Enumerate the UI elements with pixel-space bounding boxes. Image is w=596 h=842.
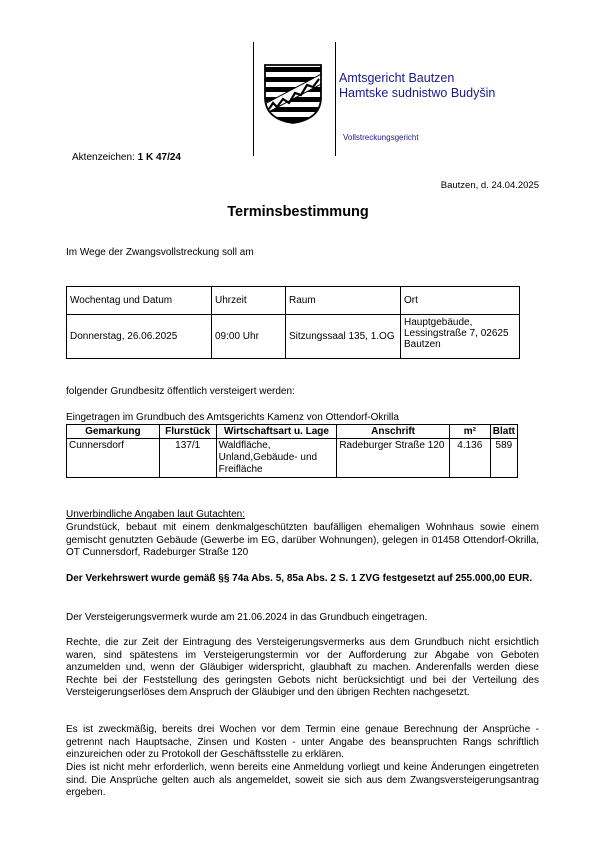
court-name bbox=[339, 71, 495, 101]
advice-text-2: Dies ist nicht mehr erforderlich, wenn bereits eine Anmeldung vorliegt und keine Änderungen eingetreten sind. Die Ansprüche gelten auch als angemeldet, soweit sie sich aus dem Zwangsversteigerungsantrag ergeben. bbox=[66, 762, 539, 798]
value-text: Der Verkehrswert wurde gemäß §§ 74a Abs. 5, 85a Abs. 2 S. 1 ZVG festgesetzt auf 255.000,00 EUR. bbox=[66, 573, 533, 584]
col-room-header: Raum bbox=[286, 287, 401, 315]
property-flurstueck: 137/1 bbox=[159, 439, 216, 478]
appointment-header-row bbox=[67, 287, 520, 315]
registry-title: Eingetragen im Grundbuch des Amtsgerichts Kamenz von Ottendorf-Okrilla bbox=[66, 412, 399, 423]
appointment-room: Sitzungssaal 135, 1.OG bbox=[286, 315, 401, 359]
department-label: Vollstreckungsgericht bbox=[343, 133, 419, 142]
expert-text: Grundstück, bebaut mit einem denkmalgeschützten baufälligen ehemaligen Wohnhaus sowie einem gemischt genutzten Gebäude (Gewerbe im EG, darüber Wohnungen), gelegen in 01458 Ottendorf-Okrilla, OT Cunnersdorf, Radeburger Straße 120 bbox=[66, 522, 539, 558]
property-table bbox=[66, 424, 518, 478]
expert-heading: Unverbindliche Angaben laut Gutachten: bbox=[66, 509, 246, 520]
appointment-table bbox=[66, 286, 520, 359]
col-time-header: Uhrzeit bbox=[212, 287, 286, 315]
col-date-header: Wochentag und Datum bbox=[67, 287, 212, 315]
intro-text: Im Wege der Zwangsvollstreckung soll am bbox=[66, 247, 254, 258]
col-flurstueck-header: Flurstück bbox=[159, 425, 216, 439]
appointment-place: Hauptgebäude, Lessingstraße 7, 02625 Bautzen bbox=[401, 315, 520, 359]
file-number: 1 K 47/24 bbox=[137, 152, 181, 163]
appointment-time: 09:00 Uhr bbox=[212, 315, 286, 359]
rights-text: Rechte, die zur Zeit der Eintragung des Versteigerungsvermerks aus dem Grundbuch nicht ersichtlich waren, sind spätestens im Versteigerungstermin vor der Aufforderung zur Abgabe von Geboten anzumelden und, wenn der Gläubiger widerspricht, glaubhaft zu machen. Anderenfalls werden diese Rechte bei der Feststellung des geringsten Gebots nicht berücksichtigt und bei der Verteilung des Versteigerungserlöses dem Anspruch der Gläubiger und den übrigen Rechten nachgesetzt. bbox=[66, 637, 539, 698]
col-gemarkung-header: Gemarkung bbox=[67, 425, 160, 439]
property-wirtschaftsart: Waldfläche, Unland,Gebäude- und Freifläche bbox=[216, 439, 337, 478]
court-name-sorbian: Hamtske sudnistwo Budyšin bbox=[339, 86, 496, 100]
property-header-row bbox=[67, 425, 518, 439]
header-right-rule bbox=[335, 42, 336, 156]
col-anschrift-header: Anschrift bbox=[337, 425, 450, 439]
advice-text: Es ist zweckmäßig, bereits drei Wochen vor dem Termin eine genaue Berechnung der Ansprüche - getrennt nach Hauptsache, Zinsen und Kosten - unter Angabe des beanspruchten Rangs schriftlich einzureichen oder zu Protokoll der Geschäftsstelle zu erklären. bbox=[66, 724, 539, 760]
property-gemarkung: Cunnersdorf bbox=[67, 439, 160, 478]
appointment-row bbox=[67, 315, 520, 359]
appointment-date: Donnerstag, 26.06.2025 bbox=[67, 315, 212, 359]
saxony-coat-of-arms-icon bbox=[263, 63, 323, 125]
court-name-german: Amtsgericht Bautzen bbox=[339, 71, 455, 85]
page-title: Terminsbestimmung bbox=[227, 204, 369, 220]
property-anschrift: Radeburger Straße 120 bbox=[337, 439, 450, 478]
col-blatt-header: Blatt bbox=[490, 425, 517, 439]
col-wirtschaftsart-header: Wirtschaftsart u. Lage bbox=[216, 425, 337, 439]
col-place-header: Ort bbox=[401, 287, 520, 315]
place-date: Bautzen, d. 24.04.2025 bbox=[440, 180, 539, 191]
property-area: 4.136 bbox=[449, 439, 490, 478]
file-number-line bbox=[72, 152, 181, 163]
property-row bbox=[67, 439, 518, 478]
auction-text: folgender Grundbesitz öffentlich versteigert werden: bbox=[66, 386, 295, 397]
property-blatt: 589 bbox=[490, 439, 517, 478]
registration-text: Der Versteigerungsvermerk wurde am 21.06.2024 in das Grundbuch eingetragen. bbox=[66, 612, 428, 623]
header-left-rule bbox=[253, 42, 254, 156]
file-number-label: Aktenzeichen: bbox=[72, 152, 135, 163]
col-area-header: m² bbox=[449, 425, 490, 439]
